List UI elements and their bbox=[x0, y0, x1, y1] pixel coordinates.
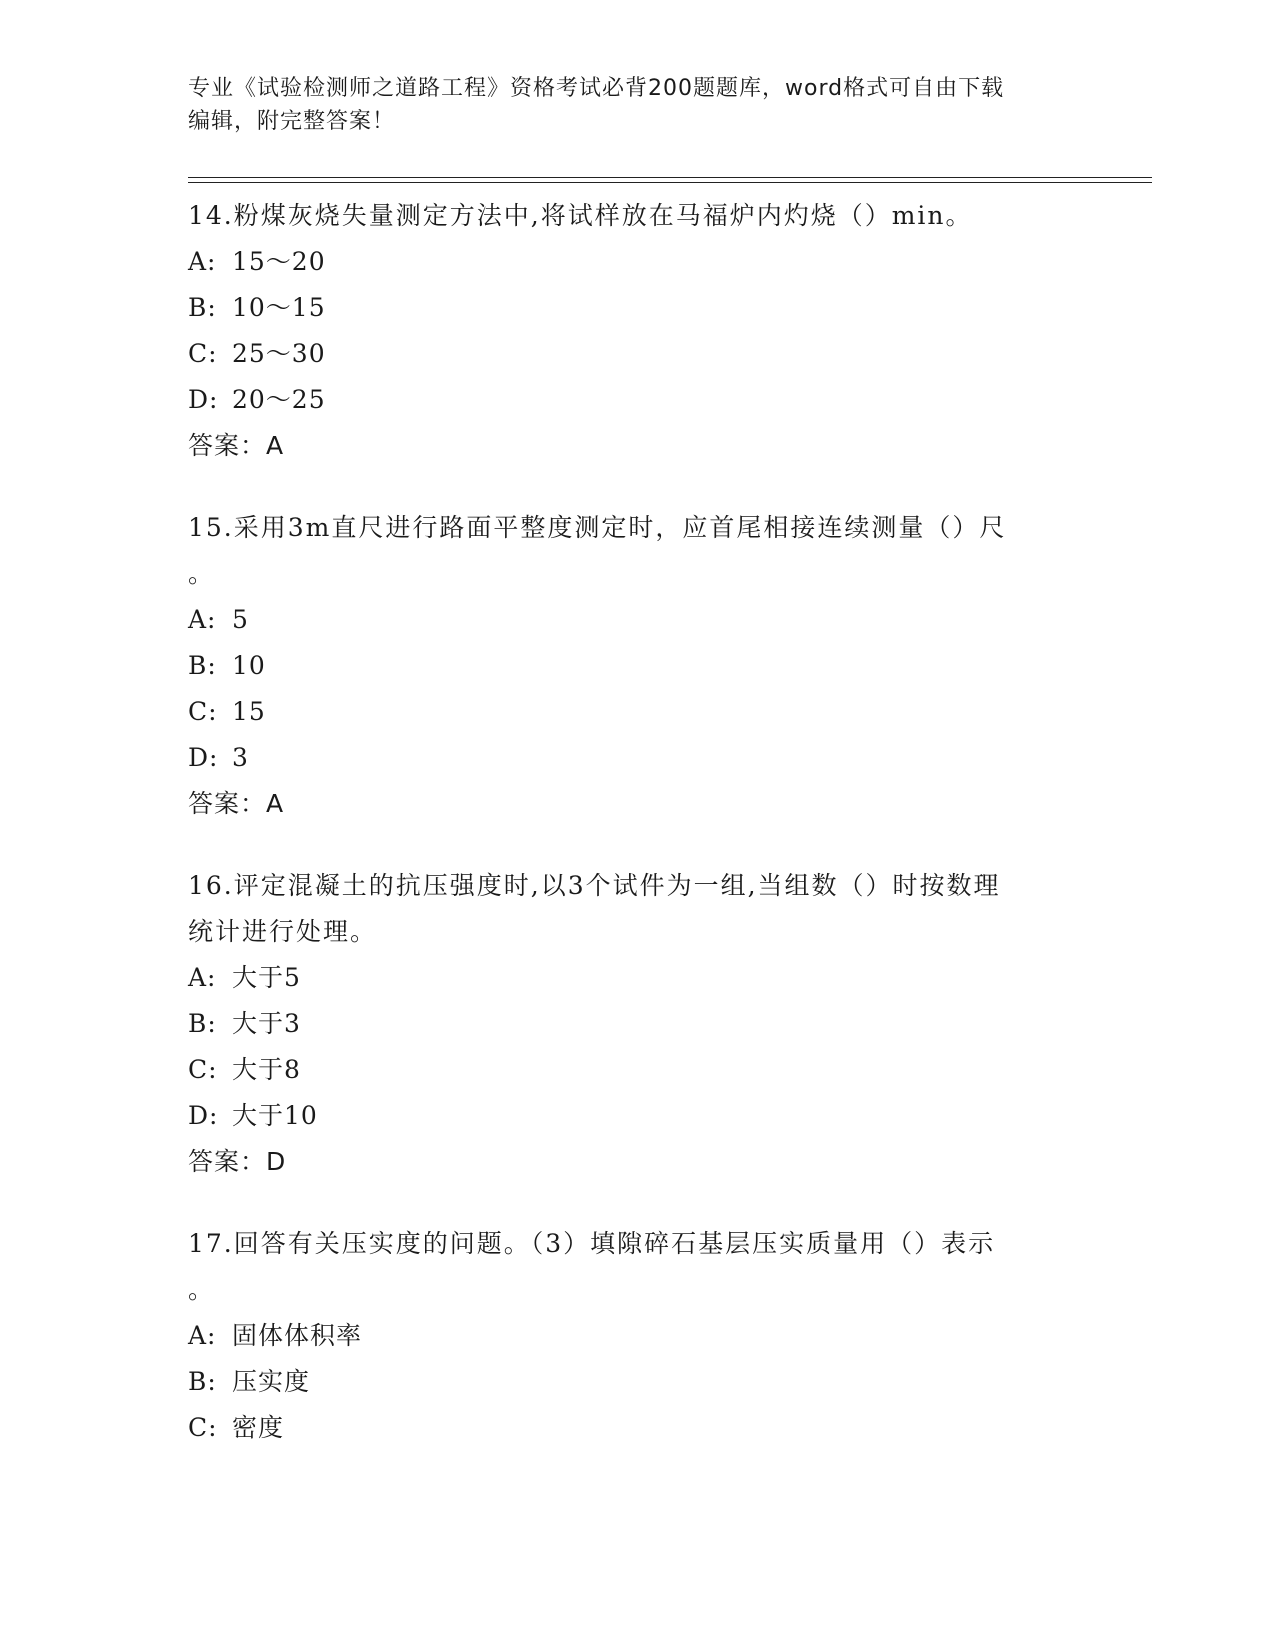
option-d bbox=[188, 1093, 1088, 1139]
option-key: A: bbox=[188, 605, 217, 634]
header-divider-bottom bbox=[188, 182, 1152, 183]
option-key: B: bbox=[188, 651, 217, 680]
stem-line: 。 bbox=[188, 1275, 216, 1304]
option-text: 密度 bbox=[232, 1413, 285, 1442]
option-text: 15 bbox=[232, 697, 266, 726]
option-key: C: bbox=[188, 339, 218, 368]
option-key: C: bbox=[188, 1055, 218, 1084]
option-text: 大于8 bbox=[232, 1055, 301, 1084]
option-text: 15～20 bbox=[232, 247, 326, 276]
stem-line: 14.粉煤灰烧失量测定方法中,将试样放在马福炉内灼烧（）min。 bbox=[188, 201, 973, 230]
option-key: B: bbox=[188, 293, 217, 322]
option-key: A: bbox=[188, 247, 217, 276]
option-b bbox=[188, 643, 1088, 689]
question-17 bbox=[188, 1221, 1088, 1451]
question-15 bbox=[188, 505, 1088, 827]
option-text: 10 bbox=[232, 651, 266, 680]
option-text: 5 bbox=[232, 605, 249, 634]
option-d bbox=[188, 735, 1088, 781]
option-text: 固体体积率 bbox=[232, 1321, 363, 1350]
option-b bbox=[188, 1359, 1088, 1405]
question-16 bbox=[188, 863, 1088, 1185]
question-14 bbox=[188, 193, 1088, 469]
header-line-1: 专业《试验检测师之道路工程》资格考试必背200题题库，word格式可自由下载 bbox=[188, 76, 1005, 101]
option-key: A: bbox=[188, 1321, 217, 1350]
stem-line: 15.采用3m直尺进行路面平整度测定时，应首尾相接连续测量（）尺 bbox=[188, 513, 1007, 542]
option-d bbox=[188, 377, 1088, 423]
document-header bbox=[188, 72, 1068, 138]
question-stem bbox=[188, 863, 1088, 955]
option-a bbox=[188, 597, 1088, 643]
answer-line: 答案：A bbox=[188, 431, 285, 460]
option-text: 压实度 bbox=[232, 1367, 311, 1396]
option-key: C: bbox=[188, 697, 218, 726]
option-text: 大于3 bbox=[232, 1009, 301, 1038]
option-text: 大于10 bbox=[232, 1101, 318, 1130]
option-a bbox=[188, 955, 1088, 1001]
option-text: 10～15 bbox=[232, 293, 326, 322]
option-b bbox=[188, 1001, 1088, 1047]
question-stem bbox=[188, 505, 1088, 597]
header-line-2: 编辑，附完整答案！ bbox=[188, 109, 396, 134]
option-key: D: bbox=[188, 743, 219, 772]
header-divider-top bbox=[188, 177, 1152, 178]
answer-line: 答案：D bbox=[188, 1147, 287, 1176]
option-key: C: bbox=[188, 1413, 218, 1442]
stem-line: 。 bbox=[188, 559, 216, 588]
option-key: A: bbox=[188, 963, 217, 992]
option-text: 25～30 bbox=[232, 339, 326, 368]
question-list bbox=[188, 193, 1088, 1487]
option-a bbox=[188, 1313, 1088, 1359]
stem-line: 17.回答有关压实度的问题。（3）填隙碎石基层压实质量用（）表示 bbox=[188, 1229, 996, 1258]
answer-line: 答案：A bbox=[188, 789, 285, 818]
option-a bbox=[188, 239, 1088, 285]
question-stem bbox=[188, 1221, 1088, 1313]
question-stem bbox=[188, 193, 1088, 239]
option-key: D: bbox=[188, 1101, 219, 1130]
option-key: B: bbox=[188, 1367, 217, 1396]
option-text: 大于5 bbox=[232, 963, 301, 992]
option-key: B: bbox=[188, 1009, 217, 1038]
option-key: D: bbox=[188, 385, 219, 414]
stem-line: 统计进行处理。 bbox=[188, 917, 378, 946]
option-c bbox=[188, 331, 1088, 377]
option-text: 3 bbox=[232, 743, 249, 772]
stem-line: 16.评定混凝土的抗压强度时,以3个试件为一组,当组数（）时按数理 bbox=[188, 871, 1001, 900]
option-c bbox=[188, 689, 1088, 735]
option-b bbox=[188, 285, 1088, 331]
option-c bbox=[188, 1047, 1088, 1093]
option-text: 20～25 bbox=[232, 385, 326, 414]
option-c bbox=[188, 1405, 1088, 1451]
